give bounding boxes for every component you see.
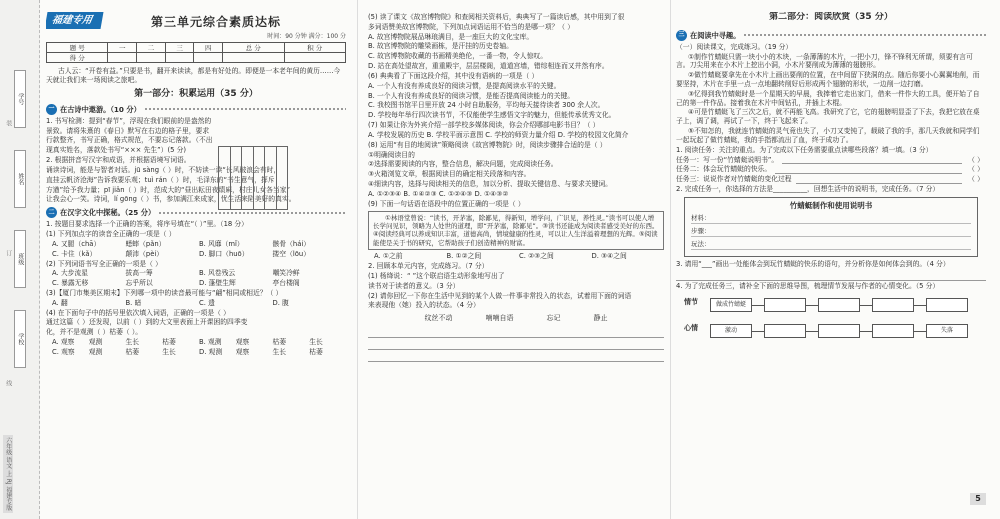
- task-label: 任务三：说说作者对竹蜻蜓的变化过程: [676, 175, 792, 184]
- option[interactable]: B. ①②之间: [446, 252, 482, 261]
- question-text: 方遒”给予我力量；pī jiǎn（ ）时，范成大的“昼出耘田夜绩麻，村庄儿女各当家”: [46, 185, 291, 194]
- option-word: 枯萎: [309, 347, 323, 356]
- part-two-title: 第二部分：阅读欣赏（35 分）: [769, 12, 893, 22]
- option-line[interactable]: C. 我校图书馆平日里开放 24 小时自助服务，平均每天接待读者 300 余人次。: [368, 101, 605, 110]
- option-word: 生长: [125, 338, 140, 347]
- option[interactable]: A. 又腿（chā）: [52, 239, 101, 248]
- task-label: 任务一：写一份“竹蜻蜓说明书”。: [676, 155, 779, 164]
- option[interactable]: 骸骨（hái）: [272, 239, 311, 248]
- option[interactable]: C. ②③之间: [519, 252, 554, 261]
- plot-box[interactable]: [926, 298, 968, 312]
- score-cell[interactable]: [194, 53, 223, 63]
- section-number: 一: [46, 104, 57, 115]
- option-line[interactable]: A. 一个人有没有养成良好的阅读习惯，是提高阅读水平的关键。: [368, 81, 561, 90]
- task-row: [676, 175, 986, 184]
- answer-options: [52, 299, 346, 308]
- step-text: ①明确阅读目的: [368, 150, 415, 159]
- step-text: ③火箱浏览文章，根据阅读目的确定相关段落和内容。: [368, 170, 531, 179]
- option-line[interactable]: A. 学校发展的历史 B. 学校平面示意图 C. 学校的师资力量介绍 D. 学校的校园文化简介: [368, 130, 629, 139]
- score-cell[interactable]: [223, 53, 284, 63]
- option[interactable]: C. 遗: [199, 298, 215, 307]
- column-divider: [670, 0, 671, 519]
- score-header: 二: [137, 43, 166, 53]
- option[interactable]: 忘乎所以: [125, 279, 153, 288]
- question-text: 行款整齐，书写正确，格式规范，不要忘记落款。（不出: [46, 136, 213, 145]
- mood-box[interactable]: [818, 324, 860, 338]
- score-header: 题 号: [47, 43, 108, 53]
- quote-passage: ①林语堂曾说：“读书，开茅塞，除鄙见，得新知，增学问，广识见，养性灵。”读书可以使人增长学问见识，领略为人处世的道理，即“开茅塞，除鄙见”。③读书还能成为阅读者感受美好的东西。④阅读经典可以养成知识丰富，道德高尚，情境健康的性灵，可以让人生洋溢着理想的光辉。⑤阅读能使是关于书的研究，它帮助孩子们创造精神的财富。: [368, 211, 664, 251]
- score-cell[interactable]: [108, 53, 137, 63]
- question-text: 读书对于读者的意义。（3 分）: [368, 281, 460, 290]
- task-fill[interactable]: [782, 156, 962, 164]
- option-word: 观察: [235, 347, 250, 356]
- mood-label: 心情: [684, 323, 698, 332]
- card-field[interactable]: 步骤：: [691, 227, 971, 237]
- section-header: [46, 207, 346, 218]
- answer-options: [52, 240, 346, 249]
- option-line[interactable]: B. 一个人有没有养成良好的阅读习惯，是能否提高阅读能力的关键。: [368, 91, 575, 100]
- question-text: (1) 下列加点字的读音全正确的一项是（ ）: [46, 230, 176, 239]
- answer-options: [52, 279, 346, 288]
- section-title: 在阅读中寻趣。: [690, 30, 741, 40]
- page-number: 5: [970, 493, 986, 505]
- option[interactable]: D. 观测: [199, 347, 223, 356]
- word-item: 忘记: [546, 314, 561, 323]
- grid-column[interactable]: [241, 146, 253, 210]
- question-text: 直挂云帆济沧海”告诉我要乐观；tuì rán（ ）时，毛泽东的“书生意气，挥斥: [46, 175, 275, 184]
- word-bank: [408, 314, 624, 323]
- score-cell[interactable]: [137, 53, 166, 63]
- question-text: 让我会心一笑。诗词，lí gōng（ ）书，参加满江来成家，忧生活来陷美好的真实。: [46, 195, 296, 204]
- plot-box[interactable]: 做成竹蜻蜓: [710, 298, 752, 312]
- section-rule: [159, 212, 346, 214]
- section-number: 三: [676, 30, 687, 41]
- question-text: (7) 如果让你为外宾介绍一部学校多媒体阅读，你会介绍哪部电影书目？（ ）: [368, 121, 600, 130]
- option-line[interactable]: A. 故宫博物院展品琳琅满目，是一座巨大的文化宝库。: [368, 32, 534, 41]
- grid-column[interactable]: [218, 146, 230, 210]
- option[interactable]: D. 脚口（huō）: [199, 249, 249, 258]
- section-title: 在汉字文化中探秘。（25 分）: [60, 208, 156, 217]
- card-title: 竹蜻蜓制作和使用说明书: [789, 200, 873, 210]
- score-header: 三: [165, 43, 194, 53]
- option-word: 生长: [272, 347, 287, 356]
- mood-box[interactable]: [764, 324, 806, 338]
- name-field[interactable]: 姓名: [14, 150, 26, 208]
- score-cell[interactable]: [165, 53, 194, 63]
- option[interactable]: D. 蓬壁生辉: [199, 279, 236, 288]
- page-title: 第三单元综合素质达标: [150, 15, 281, 29]
- option-line[interactable]: B. 故宫博物院的雕梁画栋，是汗挂的历史卷轴。: [368, 42, 513, 51]
- class-field[interactable]: 班级: [14, 230, 26, 288]
- score-header: 积 分: [284, 43, 346, 53]
- paren-blank[interactable]: （ ）: [968, 165, 984, 174]
- card-field[interactable]: 玩法：: [691, 240, 971, 250]
- question-text: (1) 杨绛说：“ ”这个联启语生动形象地写出了: [368, 271, 505, 280]
- score-cell[interactable]: [284, 53, 346, 63]
- time-info: 时间：90 分钟 满分：100 分: [267, 32, 346, 40]
- section-header: [676, 30, 986, 41]
- option[interactable]: B. 风卷残云: [199, 269, 236, 278]
- score-label: 得 分: [47, 53, 108, 63]
- question-text: 3. 请用“___”画出一处能体会到玩竹蜻蜓的快乐的语句，并分析你是如何体会到的。（4 分）: [676, 259, 950, 268]
- section-number: 二: [46, 207, 57, 218]
- reading-paragraph: ①制作竹蜻蜓只需一块小小的木块，一条薄薄的木片，一把小刀，锋不锋利无所谓，须要有言可言。刀尖用来在小木片上挖出小洞，小木片要削成为薄薄的翅膀形。: [676, 52, 973, 70]
- word-item: 纹丝不动: [424, 314, 453, 323]
- option[interactable]: A. 大步流星: [52, 269, 89, 278]
- intro-text: 古人云：“开卷有益。”只要是书，翻开来读读，都是有好处的。即便是一本老年间的黄历……今天就让我们来一场阅读之旅吧。: [46, 67, 341, 85]
- option[interactable]: C. 卡住（kǎ）: [52, 249, 97, 258]
- reading-intro: （一）阅读课文，完成练习。（19 分）: [676, 42, 793, 51]
- option[interactable]: D. ③④之间: [591, 252, 627, 261]
- section-title: 在古诗中遨游。（10 分）: [60, 104, 141, 114]
- binding-margin: [0, 0, 40, 519]
- option[interactable]: 颠沛（pèi）: [125, 249, 164, 258]
- answer-line[interactable]: [676, 270, 986, 281]
- question-text: 现真实姓名，落款处书写“××× 先生”）(5 分): [46, 146, 187, 155]
- answer-options: [374, 252, 664, 261]
- book-label: 六年级 语文 上 RJ 福建专版: [4, 437, 12, 511]
- reading-paragraph: ④可是竹蜻蜓飞了三次之后，就不再能飞高。我研究了它，它的翅膀明显歪了下去，我把它放在桌子上，调了调，再试了一下，终于飞起来了。: [676, 108, 980, 126]
- answer-options: [52, 348, 346, 357]
- mind-map: [676, 295, 986, 343]
- word-item: 喃喃自语: [485, 314, 514, 323]
- answer-line[interactable]: [368, 327, 664, 338]
- grid-column[interactable]: [230, 146, 242, 210]
- answer-line[interactable]: [368, 339, 664, 350]
- cut-mark: 线: [4, 380, 12, 386]
- question-text: 诵读诗词，能是与智者对话。jū sàng（ ）时，不妨读一读“长风破浪会有时，: [46, 165, 281, 174]
- question-text: 1. 按题目要求选择一个正确的答案，将序号填在“（ ）”里。（18 分）: [46, 220, 248, 229]
- word-item: 静止: [593, 314, 608, 323]
- grid-column[interactable]: [264, 146, 276, 210]
- plot-box[interactable]: [872, 298, 914, 312]
- question-text: 1. 书写检测：提到“春节”，浮现在我们眼前的是盎然的: [46, 116, 212, 125]
- option-word: 观测: [88, 338, 103, 347]
- option-line[interactable]: C. 故宫博物院收藏的书画精美绝伦，一番一物，令人惊叹。: [368, 52, 547, 61]
- option-line[interactable]: D. 学校每年举行四次读书节，不仅能使学生感悟文字的魅力，但能传承优秀文化。: [368, 111, 616, 120]
- answer-options: [52, 338, 346, 347]
- answer-line[interactable]: [368, 351, 664, 362]
- plot-label: 情节: [684, 297, 698, 306]
- task-row: [676, 165, 986, 174]
- option-word: 枯萎: [162, 338, 176, 347]
- question-text: 景致。请将朱熹的《春日》默写在右边的格子里，要求: [46, 126, 210, 135]
- score-header: 四: [194, 43, 223, 53]
- grid-column[interactable]: [276, 146, 289, 210]
- question-text: (8) 运用“有目的地阅读”策略阅读《故宫博物院》时，阅读步骤排合适的是（ ）: [368, 140, 607, 149]
- grid-column[interactable]: [253, 146, 265, 210]
- cut-mark: 装: [4, 120, 12, 126]
- step-text: ②选择需要阅读的内容，整合信息，解决问题，完成阅读任务。: [368, 160, 558, 169]
- question-text: (4) 在下面句子中的括号里依次填入词语，正确的一项是（ ）: [46, 308, 230, 317]
- option[interactable]: 蟋蟀（pǎn）: [125, 239, 166, 248]
- option[interactable]: A. ①之前: [374, 252, 403, 261]
- option-word: 观测: [88, 347, 103, 356]
- option-word: 枯萎: [272, 338, 287, 347]
- region-badge: 福建专用: [46, 12, 103, 29]
- score-header: 一: [108, 43, 137, 53]
- option[interactable]: 拔高一筹: [125, 269, 153, 278]
- option[interactable]: C. 暴露无移: [52, 279, 89, 288]
- score-header: 总 分: [223, 43, 284, 53]
- question-text: (2) 请你回忆一下你在生活中见到的某个人做一件事非常投入的状态，试着用下面的词语: [368, 291, 632, 300]
- option-line[interactable]: D. 站在高处望故宫，重重殿宇，层层楼阁，道道宫墙，错综相连而又井然有序。: [368, 62, 609, 71]
- student-id-field[interactable]: 学号: [14, 70, 26, 128]
- question-text: 化，并不是观测（ ）枯萎（ ）。: [46, 328, 143, 337]
- option[interactable]: 搂空（lōu）: [272, 249, 311, 258]
- question-text: 2. 完成任务一，你选择的方法是__________，回想生活中的说明书，完成任务。（7 分）: [676, 185, 940, 194]
- question-text: 通过这篇（ ）还发现，以前（ ）到的大文里表面上开课困的四季变: [46, 318, 248, 327]
- option[interactable]: B. 暗: [125, 298, 142, 307]
- option[interactable]: 亭台楼阁: [272, 279, 300, 288]
- school-field[interactable]: 学校: [14, 310, 26, 368]
- question-text: (3)【厦门市集美区期末】下列哪一项中的读音最可能与“翩”相同或相近？（ ）: [46, 288, 283, 297]
- option-word: 枯萎: [125, 347, 140, 356]
- option[interactable]: B. 观测: [199, 338, 222, 347]
- question-text: 2. 根据拼音写汉字和成语，并根据语境写词语。: [46, 156, 191, 165]
- answer-options: [52, 250, 346, 259]
- section-header: [46, 104, 346, 115]
- question-text: 4. 为了完成任务三，请补全下面的思维导图，梳理情节发展与作者的心情变化。（5 分）: [676, 281, 940, 290]
- card-field[interactable]: 材料：: [691, 214, 971, 224]
- question-text: (9) 下面一句话语在语段中的位置正确的一项是（ ）: [368, 199, 525, 208]
- question-text: 1. 阅读任务：关注的重点。为了完成以下任务需要重点读哪些段落？填一填。（3 分）: [676, 145, 933, 154]
- question-text: (6) 典典看了下面这段介绍，其中没有语病的一项是（ ）: [368, 71, 539, 80]
- task-fill[interactable]: [775, 166, 962, 174]
- mood-box[interactable]: [872, 324, 914, 338]
- option[interactable]: 嘲笑冷鲜: [272, 269, 300, 278]
- option[interactable]: B. 风靡（mǐ）: [199, 239, 244, 248]
- section-rule: [744, 34, 986, 36]
- reading-paragraph: ⑤不知怎的，我就连竹蜻蜓的灵气竟也失了，小刀又变钝了，载破了我的手，那几天我就和同学们一起玩起了做竹蜻蜓，我的手指都流出了血，终于成功了。: [676, 127, 980, 144]
- step-text: ④细读内容，选择与阅读相关的信息，加以分析、提取关键信息、与要求关键词。: [368, 180, 612, 189]
- option[interactable]: C. 观察: [52, 347, 75, 356]
- option-word: 生长: [309, 338, 323, 347]
- section-rule: [145, 108, 346, 110]
- question-text: 来表现他（她）投入的状态。（4 分）: [368, 301, 480, 310]
- poem-writing-grid[interactable]: [218, 146, 288, 210]
- question-text: (2) 下列词语书写全正确的一项是（ ）: [46, 259, 162, 268]
- reading-paragraph: ②做竹蜻蜓要拿先在小木片上画出要削的位置，在中间留下狭洞的点。随后你要小心翼翼地削，而要坚持，木片在手里一点一点地翻转削好后形成两个翅膀的形状，一边削一边打磨。: [676, 71, 980, 88]
- instruction-card: [684, 197, 978, 257]
- plot-box[interactable]: [764, 298, 806, 312]
- task-fill[interactable]: [796, 176, 962, 184]
- task-row: [676, 156, 986, 165]
- column-divider: [357, 0, 358, 519]
- part-one-title: 第一部分：积累运用（35 分）: [134, 89, 258, 100]
- option-word: 生长: [162, 347, 176, 356]
- plot-box[interactable]: [818, 298, 860, 312]
- cut-mark: 订: [4, 250, 12, 256]
- paren-blank[interactable]: （ ）: [968, 175, 984, 184]
- question-text: (5) 读了课文《故宫博物院》和查阅相关资料后，典典写了一篇读后感，其中用到了很: [368, 13, 625, 21]
- question-text: 2. 回顾本单元内容，完成练习。（7 分）: [368, 262, 489, 271]
- answer-options: [52, 269, 346, 278]
- mood-box[interactable]: 激动: [710, 324, 752, 338]
- paren-blank[interactable]: （ ）: [968, 155, 984, 164]
- score-table: [46, 42, 346, 63]
- reading-paragraph: ③忆得到我竹蜻蜓时是一个星期天的早晨，我捧着它走出家门，借来一件作大的工具，便开始了自己的第一件作品。接着我在木片中间钻孔，并插上木棍。: [676, 89, 980, 107]
- column-left: [46, 12, 346, 512]
- option[interactable]: D. 腹: [272, 298, 289, 307]
- mood-box[interactable]: 失落: [926, 324, 968, 338]
- option[interactable]: A. 观察: [52, 338, 75, 347]
- question-text: 多词语赞美故宫博物院，下列加点词语运用不恰当的是哪一项？（ ）: [368, 22, 575, 31]
- column-right: [676, 12, 986, 512]
- task-label: 任务二：体会玩竹蜻蜓的快乐。: [676, 165, 772, 174]
- column-middle: [368, 12, 664, 512]
- option-line[interactable]: A. ①②③④ B. ①④②③ C. ①②④③ D. ①④③②: [368, 189, 509, 198]
- option[interactable]: A. 翻: [52, 298, 68, 307]
- option-word: 观察: [235, 338, 250, 347]
